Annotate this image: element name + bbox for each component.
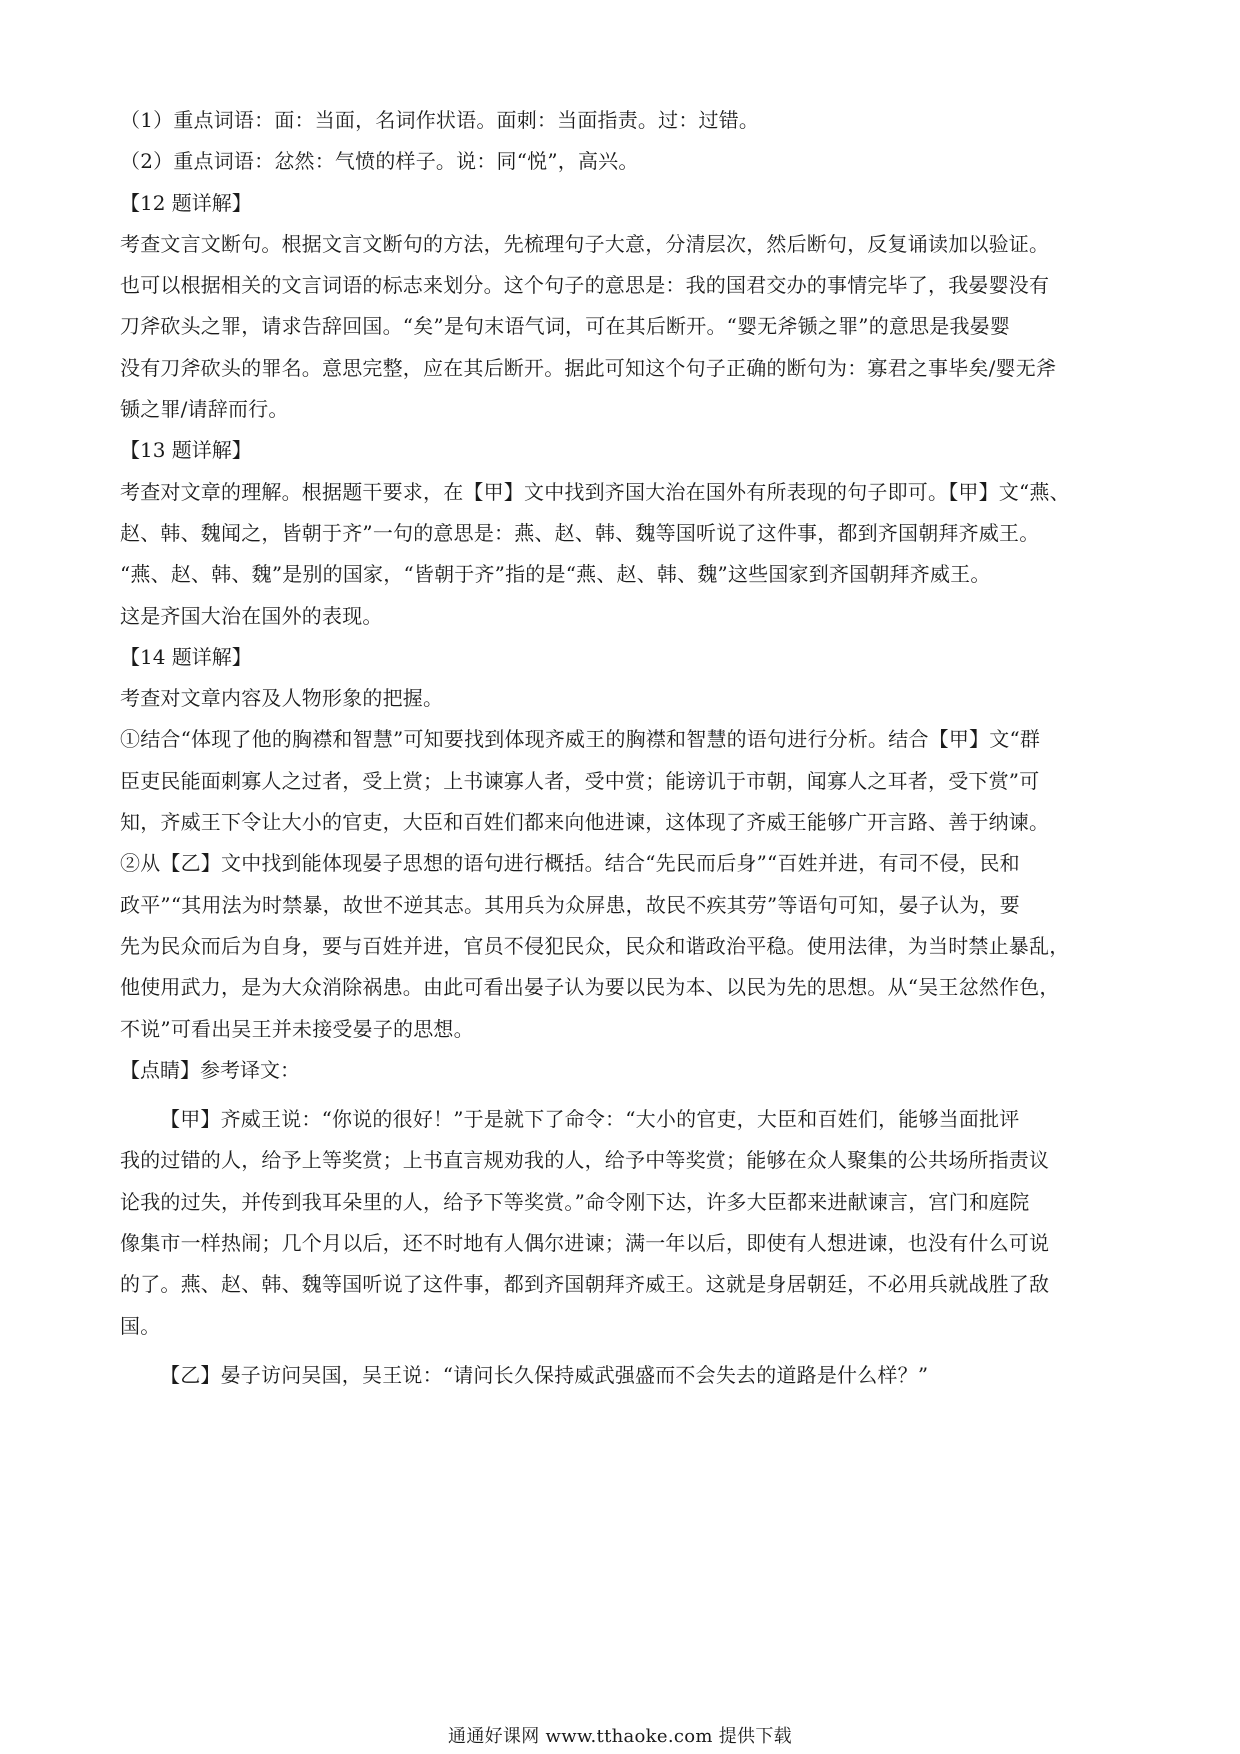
q13-heading: 【13 题详解】	[120, 438, 252, 463]
q12-line: 刀斧砍头之罪，请求告辞回国。“矣”是句末语气词，可在其后断开。“婴无斧锧之罪”的意思是我晏婴	[120, 314, 1011, 339]
translation-jia-line: 我的过错的人，给予上等奖赏；上书直言规劝我的人，给予中等奖赏；能够在众人聚集的公共场所指责议	[120, 1148, 1050, 1173]
q14-line: 知，齐威王下令让大小的官吏，大臣和百姓们都来向他进谏，这体现了齐威王能够广开言路、善于纳谏。	[120, 810, 1050, 835]
q12-body	[120, 224, 1130, 430]
q13-line: 这是齐国大治在国外的表现。	[120, 603, 383, 628]
q14-line: 先为民众而后为自身，要与百姓并进，官员不侵犯民众，民众和谐政治平稳。使用法律，为当时禁止暴乱，	[120, 933, 1070, 958]
q14-line: 不说”可看出吴王并未接受晏子的思想。	[120, 1016, 474, 1041]
translation-jia-line: 【甲】齐威王说：“你说的很好！”于是就下了命令：“大小的官吏，大臣和百姓们，能够当面批评	[160, 1107, 1020, 1132]
note-1: （1）重点词语：面：当面，名词作状语。面刺：当面指责。过：过错。	[120, 108, 760, 132]
dianjing-heading: 【点睛】参考译文：	[120, 1057, 300, 1082]
translation-jia-line: 论我的过失，并传到我耳朵里的人，给予下等奖赏。”命令刚下达，许多大臣都来进献谏言，宫门和庭院	[120, 1189, 1030, 1214]
q12-line: 锧之罪/请辞而行。	[120, 397, 289, 422]
q12-line: 没有刀斧砍头的罪名。意思完整，应在其后断开。据此可知这个句子正确的断句为：寡君之事毕矣/婴无斧	[120, 355, 1057, 380]
q12-line: 考查文言文断句。根据文言文断句的方法，先梳理句子大意，分清层次，然后断句，反复诵读加以验证。	[120, 231, 1050, 256]
translation-jia-line: 像集市一样热闹；几个月以后，还不时地有人偶尔进谏；满一年以后，即使有人想进谏，也没有什么可说	[120, 1231, 1050, 1256]
page-footer: 通通好课网 www.tthaoke.com 提供下载	[448, 1726, 792, 1747]
translation-jia	[120, 1099, 1130, 1347]
q12-line: 也可以根据相关的文言词语的标志来划分。这个句子的意思是：我的国君交办的事情完毕了，我晏婴没有	[120, 273, 1050, 298]
q14-line: 考查对文章内容及人物形象的把握。	[120, 686, 444, 711]
q14-line: ①结合“体现了他的胸襟和智慧”可知要找到体现齐威王的胸襟和智慧的语句进行分析。结合【甲】文“群	[120, 727, 1041, 752]
q14-body	[120, 678, 1130, 1050]
q14-line: 政平”“其用法为时禁暴，故世不逆其志。其用兵为众屏患，故民不疾其劳”等语句可知，晏子认为，要	[120, 892, 1020, 917]
document-page	[120, 100, 1130, 1396]
q13-line: “燕、赵、韩、魏”是别的国家，“皆朝于齐”指的是“燕、赵、韩、魏”这些国家到齐国朝拜齐威王。	[120, 562, 991, 587]
q14-heading: 【14 题详解】	[120, 644, 252, 669]
translation-yi	[120, 1355, 1130, 1396]
q13-line: 考查对文章的理解。根据题干要求，在【甲】文中找到齐国大治在国外有所表现的句子即可。【甲】文“燕、	[120, 479, 1070, 504]
translation-jia-line: 国。	[120, 1313, 161, 1338]
q14-line: 臣吏民能面刺寡人之过者，受上赏；上书谏寡人者，受中赏；能谤讥于市朝，闻寡人之耳者，受下赏”可	[120, 768, 1040, 793]
q14-line: 他使用武力，是为大众消除祸患。由此可看出晏子认为要以民为本、以民为先的思想。从“吴王忿然作色，	[120, 975, 1060, 1000]
q13-body	[120, 472, 1130, 637]
q12-heading: 【12 题详解】	[120, 190, 252, 215]
q13-line: 赵、韩、魏闻之，皆朝于齐”一句的意思是：燕、赵、韩、魏等国听说了这件事，都到齐国朝拜齐威王。	[120, 520, 1040, 545]
translation-jia-line: 的了。燕、赵、韩、魏等国听说了这件事，都到齐国朝拜齐威王。这就是身居朝廷，不必用兵就战胜了敌	[120, 1272, 1050, 1297]
translation-yi-line: 【乙】晏子访问吴国，吴王说：“请问长久保持威武强盛而不会失去的道路是什么样？”	[160, 1362, 929, 1387]
q14-line: ②从【乙】文中找到能体现晏子思想的语句进行概括。结合“先民而后身”“百姓并进，有司不侵，民和	[120, 851, 1020, 876]
note-2: （2）重点词语：忿然：气愤的样子。说：同“悦”，高兴。	[120, 149, 639, 174]
